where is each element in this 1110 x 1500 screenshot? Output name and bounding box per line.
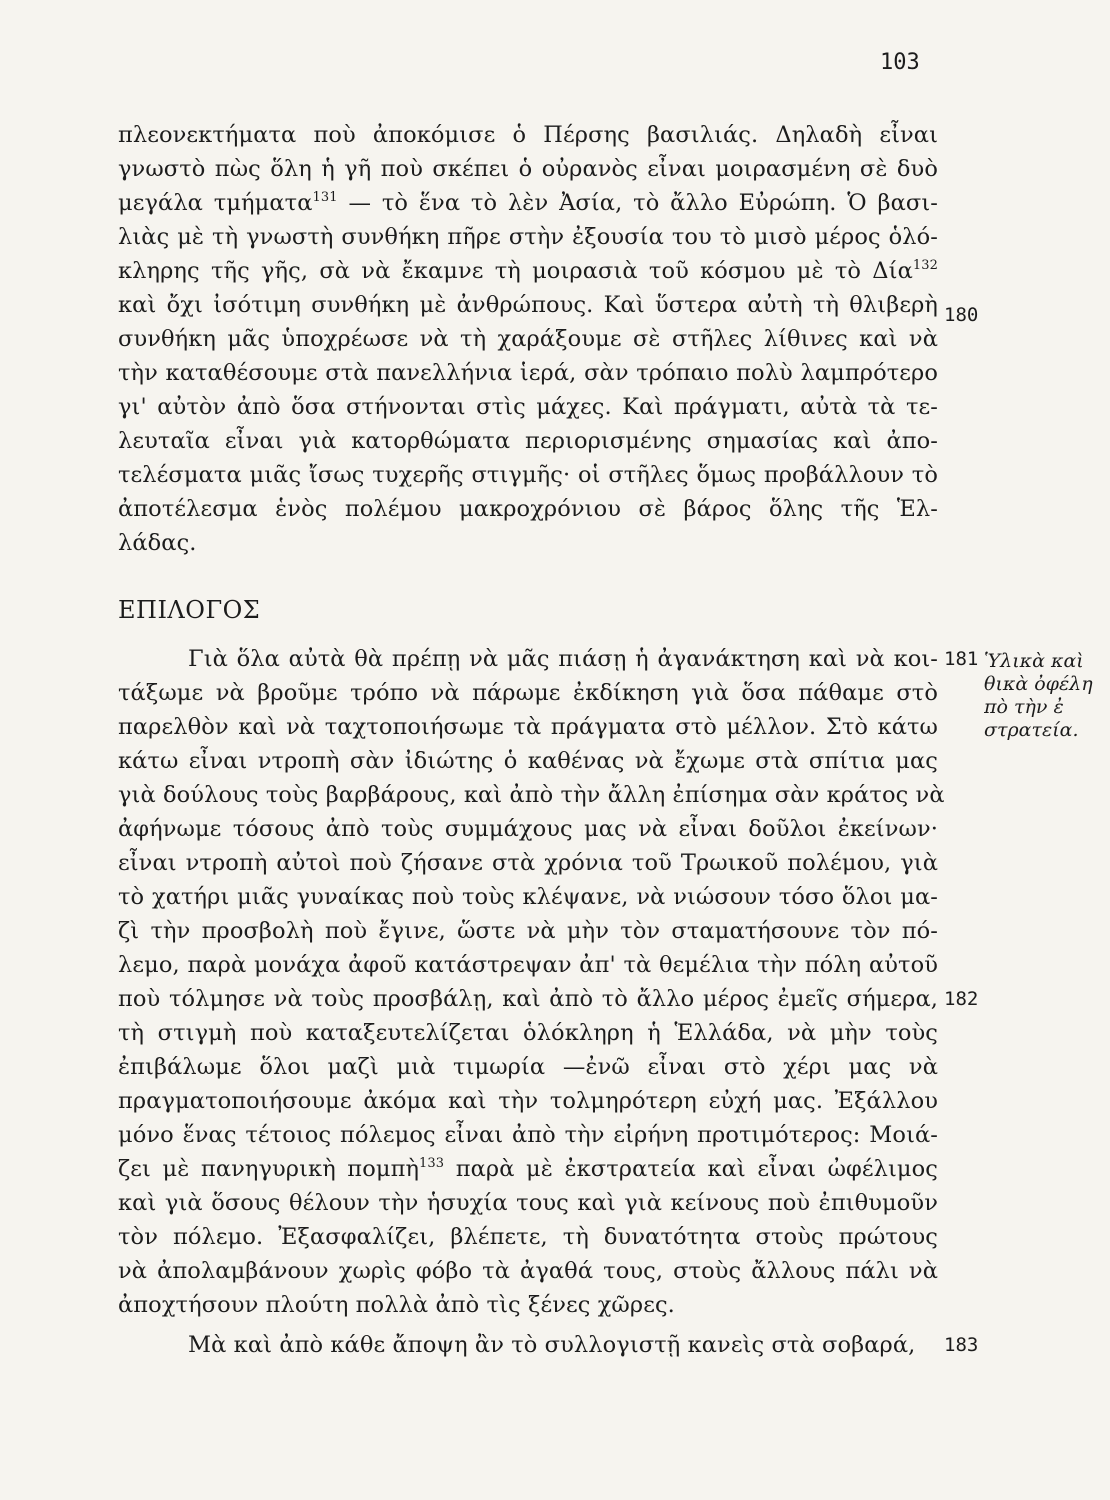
text-line: γι' αὐτὸν ἀπὸ ὅσα στήνονται στὶς μάχες. Καὶ πράγματι, αὐτὰ τὰ τε-: [118, 394, 938, 420]
text-line: καὶ γιὰ ὅσους θέλουν τὴν ἡσυχία τους καὶ γιὰ κείνους ποὺ ἐπιθυμοῦν: [118, 1190, 938, 1216]
text-line: Μὰ καὶ ἀπὸ κάθε ἄποψη ἂν τὸ συλλογιστῇ κανεὶς στὰ σοβαρά,: [188, 1332, 916, 1358]
text-line: λεμο, παρὰ μονάχα ἀφοῦ κατάστρεψαν ἀπ' τὰ θεμέλια τὴν πόλη αὐτοῦ: [118, 952, 938, 978]
page-number: 103: [880, 50, 920, 75]
text-line: τὴν καταθέσουμε στὰ πανελλήνια ἱερά, σὰν τρόπαιο πολὺ λαμπρότερο: [118, 360, 938, 386]
text-line: Γιὰ ὅλα αὐτὰ θὰ πρέπῃ νὰ μᾶς πιάσῃ ἡ ἀγανάκτηση καὶ νὰ κοι-: [188, 646, 938, 672]
text-line: γιὰ δούλους τοὺς βαρβάρους, καὶ ἀπὸ τὴν ἄλλη ἐπίσημα σὰν κράτος νὰ: [118, 782, 945, 808]
section-number: 180: [944, 304, 979, 326]
section-number: 181: [944, 648, 979, 670]
text-line: ἀποτέλεσμα ἑνὸς πολέμου μακροχρόνιου σὲ βάρος ὅλης τῆς Ἑλ-: [118, 496, 938, 522]
margin-note: Ὑλικὰ καὶ θικὰ ὀφέλη πὸ τὴν ἐ στρατεία.: [984, 650, 1093, 741]
text-line: ποὺ τόλμησε νὰ τοὺς προσβάλῃ, καὶ ἀπὸ τὸ ἄλλο μέρος ἐμεῖς σήμερα,: [118, 986, 938, 1012]
text-line: τὸν πόλεμο. Ἐξασφαλίζει, βλέπετε, τὴ δυνατότητα στοὺς πρώτους: [118, 1224, 938, 1250]
text-line: λευταῖα εἶναι γιὰ κατορθώματα περιορισμένης σημασίας καὶ ἀπο-: [118, 428, 938, 454]
text-line: συνθήκη μᾶς ὑποχρέωσε νὰ τὴ χαράξουμε σὲ στῆλες λίθινες καὶ νὰ: [118, 326, 938, 352]
text-line: πλεονεκτήματα ποὺ ἀποκόμισε ὁ Πέρσης βασιλιάς. Δηλαδὴ εἶναι: [118, 122, 938, 148]
text-line: κάτω εἶναι ντροπὴ σὰν ἰδιώτης ὁ καθένας νὰ ἔχωμε στὰ σπίτια μας: [118, 748, 938, 774]
text-line: κληρης τῆς γῆς, σὰ νὰ ἔκαμνε τὴ μοιρασιὰ τοῦ κόσμου μὲ τὸ Δία$^{132}$: [118, 258, 938, 284]
text-line: καὶ ὄχι ἰσότιμη συνθήκη μὲ ἀνθρώπους. Καὶ ὕστερα αὐτὴ τὴ θλιβερὴ: [118, 292, 938, 318]
text-line: ἀφήνωμε τόσους ἀπὸ τοὺς συμμάχους μας νὰ εἶναι δοῦλοι ἐκείνων·: [118, 816, 938, 842]
section-heading: ΕΠΙΛΟΓΟΣ: [118, 596, 261, 624]
text-line: τὴ στιγμὴ ποὺ καταξευτελίζεται ὁλόκληρη ἡ Ἑλλάδα, νὰ μὴν τοὺς: [118, 1020, 938, 1046]
text-line: ἀποχτήσουν πλούτη πολλὰ ἀπὸ τὶς ξένες χῶρες.: [118, 1292, 675, 1318]
text-line: παρελθὸν καὶ νὰ ταχτοποιήσωμε τὰ πράγματα στὸ μέλλον. Στὸ κάτω: [118, 714, 938, 740]
text-line: τὸ χατήρι μιᾶς γυναίκας ποὺ τοὺς κλέψανε, νὰ νιώσουν τόσο ὅλοι μα-: [118, 884, 938, 910]
text-line: εἶναι ντροπὴ αὐτοὶ ποὺ ζήσανε στὰ χρόνια τοῦ Τρωικοῦ πολέμου, γιὰ: [118, 850, 938, 876]
text-line: ζὶ τὴν προσβολὴ ποὺ ἔγινε, ὥστε νὰ μὴν τὸν σταματήσουνε τὸν πό-: [118, 918, 938, 944]
text-line: ζει μὲ πανηγυρικὴ πομπὴ$^{133}$ παρὰ μὲ ἐκστρατεία καὶ εἶναι ὠφέλιμος: [118, 1156, 938, 1182]
text-line: γνωστὸ πὼς ὅλη ἡ γῆ ποὺ σκέπει ὁ οὐρανὸς εἶναι μοιρασμένη σὲ δυὸ: [118, 156, 938, 182]
text-line: πραγματοποιήσουμε ἀκόμα καὶ τὴν τολμηρότερη εὐχή μας. Ἐξάλλου: [118, 1088, 938, 1114]
text-line: νὰ ἀπολαμβάνουν χωρὶς φόβο τὰ ἀγαθά τους, στοὺς ἄλλους πάλι νὰ: [118, 1258, 938, 1284]
footnote-ref: 132: [912, 258, 938, 273]
text-line: τελέσματα μιᾶς ἴσως τυχερῆς στιγμῆς· οἱ στῆλες ὅμως προβάλλουν τὸ: [118, 462, 938, 488]
text-line: λιὰς μὲ τὴ γνωστὴ συνθήκη πῆρε στὴν ἐξουσία του τὸ μισὸ μέρος ὁλό-: [118, 224, 938, 250]
footnote-ref: 131: [312, 190, 338, 205]
text-line: τάξωμε νὰ βροῦμε τρόπο νὰ πάρωμε ἐκδίκηση γιὰ ὅσα πάθαμε στὸ: [118, 680, 938, 706]
text-line: μεγάλα τμήματα$^{131}$ — τὸ ἕνα τὸ λὲν Ἀσία, τὸ ἄλλο Εὐρώπη. Ὁ βασι-: [118, 190, 938, 216]
section-number: 182: [944, 988, 979, 1010]
text-line: ἐπιβάλωμε ὅλοι μαζὶ μιὰ τιμωρία —ἐνῶ εἶναι στὸ χέρι μας νὰ: [118, 1054, 938, 1080]
section-number: 183: [944, 1334, 979, 1356]
footnote-ref: 133: [419, 1156, 445, 1171]
text-line: μόνο ἕνας τέτοιος πόλεμος εἶναι ἀπὸ τὴν εἰρήνη προτιμότερος: Μοιά-: [118, 1122, 938, 1148]
text-line: λάδας.: [118, 530, 197, 556]
